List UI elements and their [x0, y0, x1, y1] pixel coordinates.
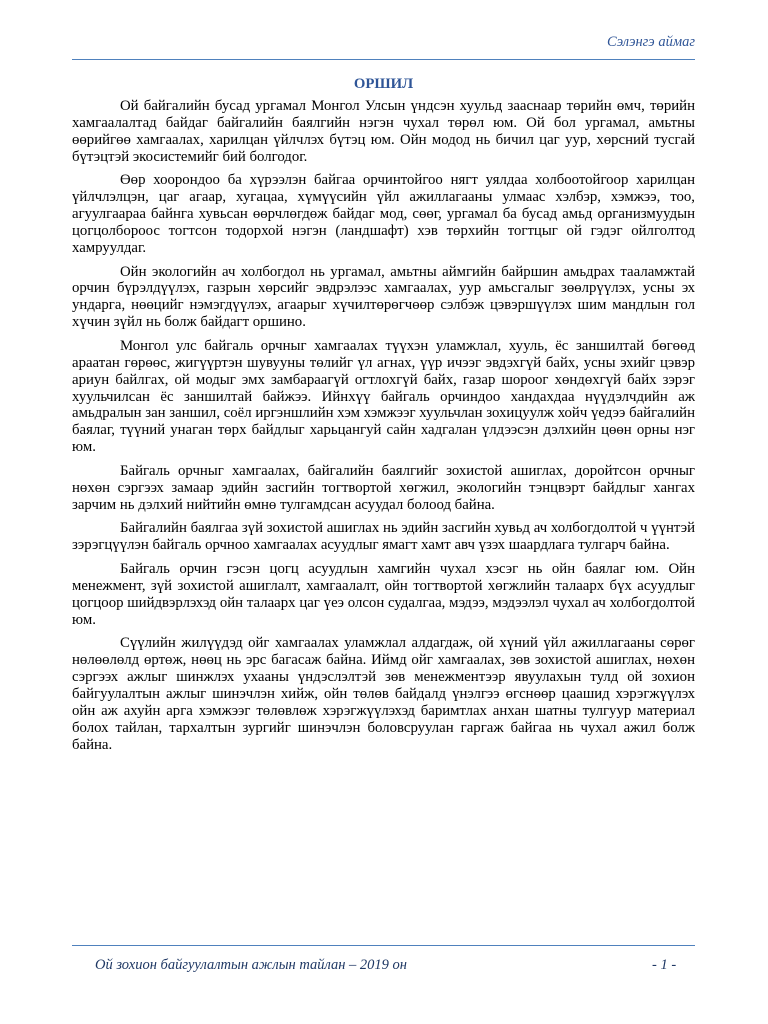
header-rule	[72, 59, 695, 60]
paragraph-8: Сүүлийн жилүүдэд ойг хамгаалах уламжлал алдагдаж, ой хүний үйл ажиллагааны сөрөг нөлөөлөлд өртөж, нөөц нь эрс багасаж байна. Иймд ойг хамгаалах, зөв зохистой ашиглах, нөхөн сэргээх ажлыг шинжлэх ухааны үндэслэлтэй зөв менежментээр явуулахын тулд ой зохион байгуулалтын ажлыг шинэчлэн хийж, ойн төлөв байдалд үнэлгээ өгснөөр цаашид хэрэгжүүлэх ойн аж ахуйн арга хэмжээг төлөвлөж хэрэгжүүлэхэд баримтлах анхан шатны тулгуур материал болох тайлан, тархалтын зургийг шинэчлэн боловсруулан гаргаж байгаа нь чухал ажил болж байна.	[72, 635, 695, 753]
paragraph-4: Монгол улс байгаль орчныг хамгаалах түүхэн уламжлал, хууль, ёс заншилтай бөгөөд араатан гөрөөс, жигүүртэн шувууны төлийг үл агнах, үүр ичээг эвдэхгүй байх, усны эхийг цэвэр ариун байлгах, ой модыг эмх замбараагүй огтлохгүй байх, газар шороог хөндөхгүй байх зэрэг хуульчилсан ёс заншилтай байжээ. Ийнхүү байгаль орчиндоо хандахдаа нүүдэлчдийн аж амьдралын зан заншил, соёл иргэншлийн хэм хэмжээг хуульчлан зохицуулж хойч үедээ байгалийн баялаг, түүний унаган төрх байдлыг харьцангуй сайн хадгалан үлдээсэн дэлхийн цөөн орны нэг юм.	[72, 337, 695, 456]
footer-rule	[72, 945, 695, 946]
paragraph-3: Ойн экологийн ач холбогдол нь ургамал, амьтны аймгийн байршин амьдрах тааламжтай орчин бүрэлдүүлэх, газрын хөрсийг эвдрэлээс хамгаалах, уур амьсгалыг зөөлрүүлэх, усны эх ундарга, нөөцийг нэмэгдүүлэх, агаарыг хүчилтөрөгчөөр сэлбэж цэвэршүүлэх шим мандлын гол хүчин зүйл нь болж байдагт оршино.	[72, 263, 695, 331]
paragraph-1: Ой байгалийн бусад ургамал Монгол Улсын үндсэн хуульд зааснаар төрийн өмч, төрийн хамгаалалтад байдаг байгалийн баялгийн нэгэн чухал төрөл юм. Ой бол ургамал, амьтны өөрийгөө хамгаалах, харилцан үйлчлэх бүтэц юм. Ойн модод нь бичил цаг уур, хөрсний тусгай бүтэцтэй экосистемийг бий болгодог.	[72, 98, 695, 165]
paragraph-5: Байгаль орчныг хамгаалах, байгалийн баялгийг зохистой ашиглах, доройтсон орчныг нөхөн сэргээх замаар эдийн засгийн тогтвортой хөгжил, экологийн тэнцвэрт байдлыг хангах зарчим нь дэлхий нийтийн өмнө тулгамдсан асуудал болоод байна.	[72, 462, 695, 513]
body-text	[72, 98, 695, 760]
running-header: Сэлэнгэ аймаг	[606, 34, 695, 50]
footer-report-title: Ой зохион байгуулалтын ажлын тайлан – 2019 он	[95, 957, 407, 973]
paragraph-7: Байгаль орчин гэсэн цогц асуудлын хамгийн чухал хэсэг нь ойн баялаг юм. Ойн менежмент, зүй зохистой ашиглалт, хамгаалалт, ойн тогтвортой хөгжлийн талаарх бүх асуудлыг цогцоор шийдвэрлэхэд ойн талаарх цаг үеэ олсон судалгаа, мэдээ, мэдээлэл чухал ач холбогдолтой юм.	[72, 561, 695, 628]
section-title: ОРШИЛ	[353, 76, 414, 92]
paragraph-2: Өөр хоорондоо ба хүрээлэн байгаа орчинтойгоо нягт уялдаа холбоотойгоор харилцан үйлчлэлцэн, цаг агаар, хугацаа, хүмүүсийн үйл ажиллагааны улмаас хэлбэр, хэмжээ, тоо, агуулгаараа байнга хувьсан өөрчлөгдөж байдаг мод, сөөг, ургамал ба бусад амьд организмуудын цогцолбороос тогтсон тодорхой нэгэн (ландшафт) хэв төрхийн тогтцыг ой гэдэг ойлголтод хамруулдаг.	[72, 172, 695, 256]
page-number: - 1 -	[652, 957, 677, 973]
paragraph-6: Байгалийн баялгаа зүй зохистой ашиглах нь эдийн засгийн хувьд ач холбогдолтой ч үүнтэй зэрэгцүүлэн байгаль орчноо хамгаалах асуудлыг ямагт хамт авч үзэх шаардлага тулгарч байна.	[72, 520, 695, 554]
